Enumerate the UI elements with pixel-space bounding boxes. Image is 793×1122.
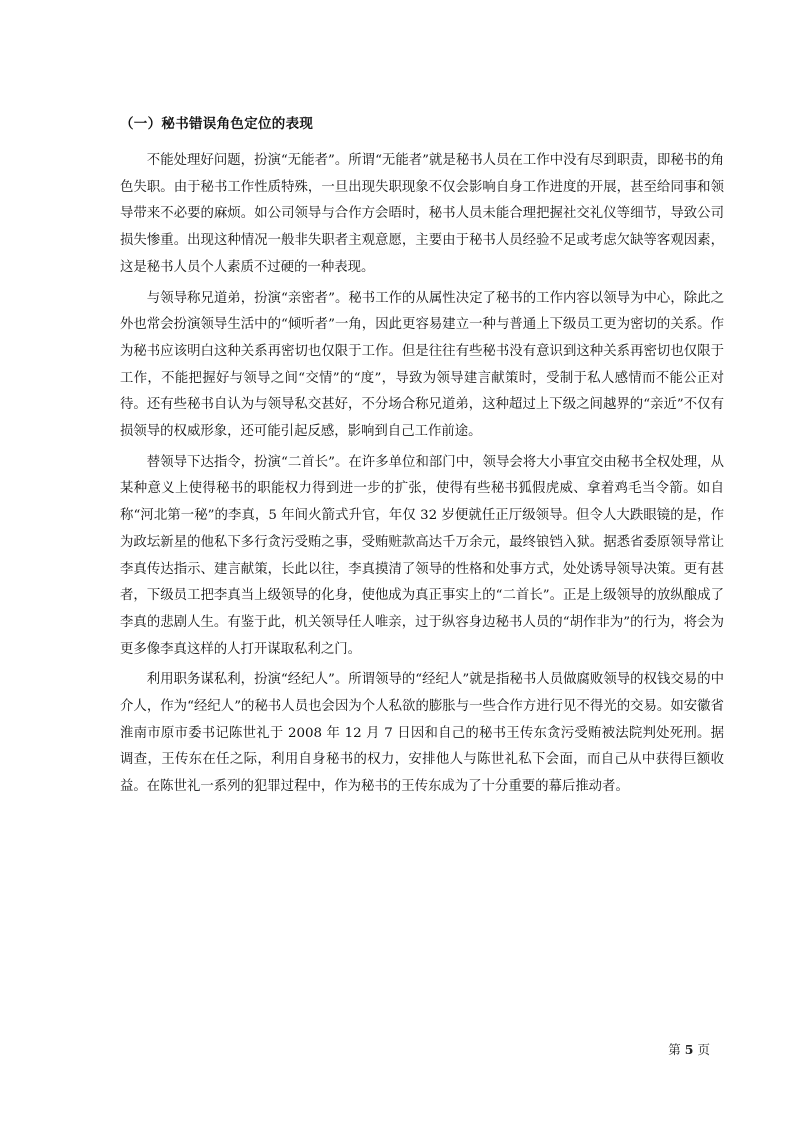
paragraph-intimate: 与领导称兄道弟，扮演“亲密者”。秘书工作的从属性决定了秘书的工作内容以领导为中心，除此之外也常会扮演领导生活中的“倾听者”一角，因此更容易建立一种与普通上下级员工更为密切的关系。作为秘书应该明白这种关系再密切也仅限于工作。但是往往有些秘书没有意识到这种关系再密切也仅限于工作，不能把握好与领导之间“交情”的“度”，导致为领导建言献策时，受制于私人感情而不能公正对待。还有些秘书自认为与领导私交甚好，不分场合称兄道弟，这种超过上下级之间越界的“亲近”不仅有损领导的权威形象，还可能引起反感，影响到自己工作前途。 <box>120 290 724 440</box>
page-body <box>120 112 724 805</box>
paragraph-incompetent: 不能处理好问题，扮演“无能者”。所谓“无能者”就是秘书人员在工作中没有尽到职责，即秘书的角色失职。由于秘书工作性质特殊，一旦出现失职现象不仅会影响自身工作进度的开展，甚至给同事和领导带来不必要的麻烦。如公司领导与合作方会晤时，秘书人员未能合理把握社交礼仪等细节，导致公司损失惨重。出现这种情况一般非失职者主观意愿，主要由于秘书人员经验不足或考虑欠缺等客观因素，这是秘书人员个人素质不过硬的一种表现。 <box>120 153 724 275</box>
section-heading: （一）秘书错误角色定位的表现 <box>120 116 314 132</box>
page-number-suffix: 页 <box>697 1042 710 1057</box>
page-number-prefix: 第 <box>668 1042 681 1057</box>
page-number-value: 5 <box>684 1042 694 1057</box>
paragraph-second-chief: 替领导下达指令，扮演“二首长”。在许多单位和部门中，领导会将大小事宜交由秘书全权处理，从某种意义上使得秘书的职能权力得到进一步的扩张，使得有些秘书狐假虎威、拿着鸡毛当令箭。如自称“河北第一秘”的李真，5 年间火箭式升官，年仅 32 岁便就任正厅级领导。但令人大跌眼镜的是，作为政坛新星的他私下多行贪污受贿之事，受贿赃款高达千万余元，最终锒铛入狱。据悉省委原领导常让李真传达指示、建言献策，长此以往，李真摸清了领导的性格和处事方式，处处诱导领导决策。更有甚者，下级员工把李真当上级领导的化身，使他成为真正事实上的“二首长”。正是上级领导的放纵酿成了李真的悲剧人生。有鉴于此，机关领导任人唯亲，过于纵容身边秘书人员的“胡作非为”的行为，将会为更多像李真这样的人打开谋取私利之门。 <box>120 454 724 657</box>
page-number-footer <box>0 1040 710 1058</box>
paragraph-broker: 利用职务谋私利，扮演“经纪人”。所谓领导的“经纪人”就是指秘书人员做腐败领导的权钱交易的中介人，作为“经纪人”的秘书人员也会因为个人私欲的膨胀与一些合作方进行见不得光的交易。如安徽省淮南市原市委书记陈世礼于 2008 年 12 月 7 日因和自己的秘书王传东贪污受贿被法院判处死刑。据调查，王传东在任之际，利用自身秘书的权力，安排他人与陈世礼私下会面，而自己从中获得巨额收益。在陈世礼一系列的犯罪过程中，作为秘书的王传东成为了十分重要的幕后推动者。 <box>120 672 724 795</box>
